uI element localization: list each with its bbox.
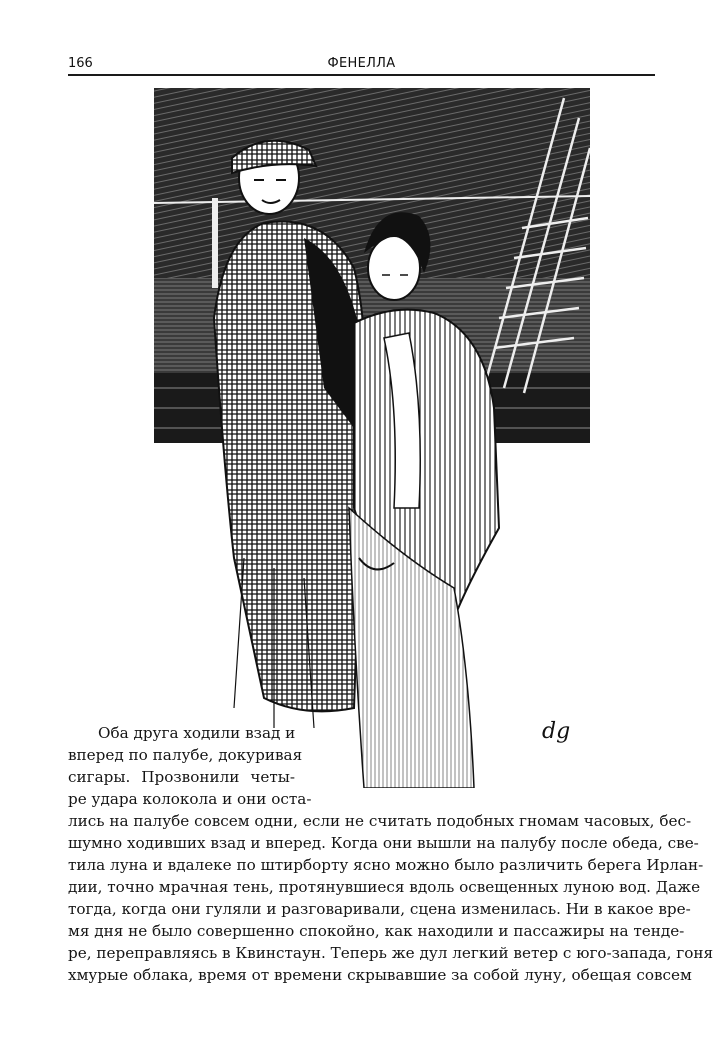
body-line: мя дня не было совершенно спокойно, как находили и пассажиры на тенде- (68, 922, 685, 940)
body-line: Оба друга ходили взад и (98, 724, 296, 742)
body-line: тила луна и вдалеке по штирборту ясно можно было различить берега Ирлан- (68, 856, 704, 874)
artist-signature: dg (542, 719, 571, 744)
page-number: 166 (68, 56, 93, 71)
engraving-illustration (154, 88, 590, 788)
body-line: хмурые облака, время от времени скрывавшие за собой луну, обещая совсем (68, 966, 692, 984)
body-line: вперед по палубе, докуривая (68, 746, 303, 764)
body-line: ре, переправляясь в Квинстаун. Теперь же дул легкий ветер с юго-запада, гоня (68, 944, 714, 962)
illustration (154, 88, 590, 788)
body-line: дии, точно мрачная тень, протянувшиеся вдоль освещенных луною вод. Даже (68, 878, 701, 896)
body-line: сигары. Прозвонили четы- (68, 768, 295, 786)
running-head (68, 54, 655, 76)
body-line: тогда, когда они гуляли и разговаривали, сцена изменилась. Ни в какое вре- (68, 900, 691, 918)
chapter-title: ФЕНЕЛЛА (327, 56, 396, 71)
body-line: ре удара колокола и они оста- (68, 790, 312, 808)
body-line: лись на палубе совсем одни, если не считать подобных гномам часовых, бес- (68, 812, 692, 830)
body-line: шумно ходивших взад и вперед. Когда они вышли на палубу после обеда, све- (68, 834, 699, 852)
